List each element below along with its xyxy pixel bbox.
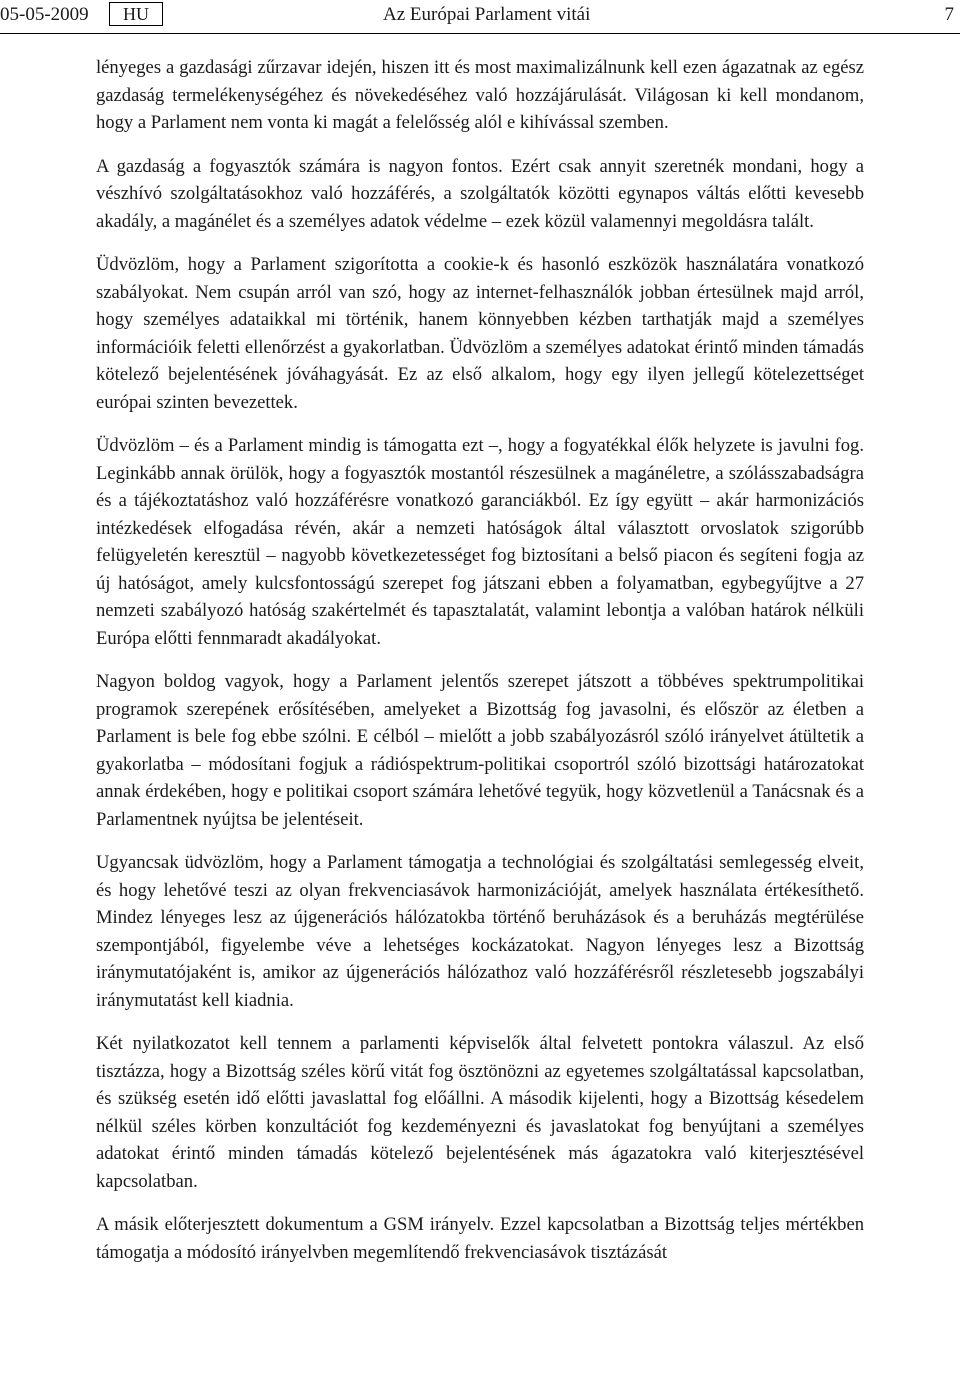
paragraph: Üdvözlöm, hogy a Parlament szigorította a cookie-k és hasonló eszközök használatára vonatkozó szabályokat. Nem csupán arról van szó, hogy az internet-felhasználók jobban értesülnek majd arról, hogy személyes adataikkal mi történik, hanem könnyebben kézben tarthatják majd a személyes információik feletti ellenőrzést a gyakorlatban. Üdvözlöm a személyes adatokat érintő minden támadás kötelező bejelentésének jóváhagyását. Ez az első alkalom, hogy egy ilyen jellegű kötelezettséget európai szinten bevezettek. bbox=[96, 254, 864, 413]
paragraph: lényeges a gazdasági zűrzavar idején, hiszen itt és most maximalizálnunk kell ezen ágazatnak az egész gazdaság termelékenységéhez és növekedéséhez való hozzájárulását. Világosan ki kell mondanom, hogy a Parlament nem vonta ki magát a felelősség alól e kihívással szemben. bbox=[96, 57, 864, 133]
page-number: 7 bbox=[944, 4, 954, 25]
header-title: Az Európai Parlament vitái bbox=[383, 4, 591, 25]
paragraph: Ugyancsak üdvözlöm, hogy a Parlament támogatja a technológiai és szolgáltatási semlegesség elveit, és hogy lehetővé teszi az olyan frekvenciasávok harmonizációját, amelyek használata értékesíthető. Mindez lényeges lesz az újgenerációs hálózatokba történő beruházások és a beruházás megtérülése szempontjából, figyelembe véve a lehetséges kockázatokat. Nagyon lényeges lesz a Bizottság iránymutatójaként is, amikor az újgenerációs hálózathoz való hozzáférésről részletesebb jogszabályi iránymutatást kell kiadnia. bbox=[96, 852, 864, 1011]
paragraph: Nagyon boldog vagyok, hogy a Parlament jelentős szerepet játszott a többéves spektrumpolitikai programok szerepének erősítésében, amelyeket a Bizottság fog javasolni, és először az életben a Parlament is bele fog ebbe szólni. E célból – mielőtt a jobb szabályozásról szóló irányelvet átültetik a gyakorlatba – módosítani fogjuk a rádióspektrum-politikai csoportról szóló bizottsági határozatokat annak érdekében, hogy e politikai csoport számára lehetővé tegyük, hogy közvetlenül a Tanácsnak és a Parlamentnek nyújtsa be jelentéseit. bbox=[96, 671, 864, 830]
paragraph: Üdvözlöm – és a Parlament mindig is támogatta ezt –, hogy a fogyatékkal élők helyzete is javulni fog. Leginkább annak örülök, hogy a fogyasztók mostantól részesülnek a magánéletre, a szólásszabadságra és a tájékoztatáshoz való hozzáférésre vonatkozó garanciákból. Ez így együtt – akár harmonizációs intézkedések elfogadása révén, akár a nemzeti hatóságok által választott orvoslatok szigorúbb felügyeletén keresztül – nagyobb következetességet fog biztosítani a belső piacon és segíteni fogja az új hatóságot, amely kulcsfontosságú szerepet fog játszani ebben a folyamatban, egybegyűjtve a 27 nemzeti szabályozó hatóság szakértelmét és tapasztalatát, valamint lebontja a valóban határok nélküli Európa előtti fennmaradt akadályokat. bbox=[96, 435, 864, 649]
paragraph: A másik előterjesztett dokumentum a GSM irányelv. Ezzel kapcsolatban a Bizottság teljes mértékben támogatja a módosító irányelvben megemlítendő frekvenciasávok tisztázását bbox=[96, 1214, 864, 1263]
header-date: 05-05-2009 bbox=[0, 4, 89, 25]
page-header bbox=[0, 0, 960, 34]
paragraph: Két nyilatkozatot kell tennem a parlamenti képviselők által felvetett pontokra válaszul. Az első tisztázza, hogy a Bizottság széles körű vitát fog ösztönözni az egyetemes szolgáltatással kapcsolatban, és szükség esetén idő előtti javaslattal fog előállni. A második kijelenti, hogy a Bizottság késedelem nélkül széles körben konzultációt fog kezdeményezni és javaslatokat fog benyújtani a személyes adatokat érintő minden támadás kötelező bejelentésének más ágazatokra való kiterjesztésével kapcsolatban. bbox=[96, 1033, 864, 1192]
document-body bbox=[96, 54, 864, 1282]
language-code-box: HU bbox=[109, 2, 163, 26]
paragraph: A gazdaság a fogyasztók számára is nagyon fontos. Ezért csak annyit szeretnék mondani, hogy a vészhívó szolgáltatásokhoz való hozzáférés, a szolgáltatók közötti egynapos váltás előtti kevesebb akadály, a magánélet és a személyes adatok védelme – ezek közül valamennyi megoldásra talált. bbox=[96, 155, 864, 232]
